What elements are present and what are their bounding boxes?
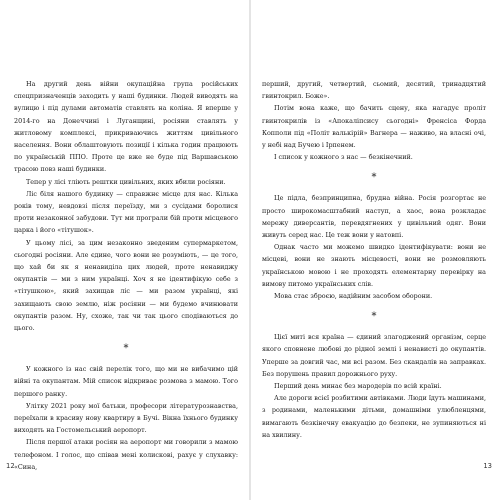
paragraph: У цьому лісі, за цим незаконно зведеним супермаркетом, сьогодні росіяни. Але єдине, чого вони не розуміють, — це того, що хай би як я ненавиділа цих людей, проте ненавиджу окупантів — ми з ним українці. Хоч я не ідентифікую себе з «тітушкою», який захищав ліс — ми разом українці, які захищають свою землю, ніж росіяни — ми будемо вчинювати окупантів разом. Ну, схоже, так чи так цього сподіваються до цього. — [14, 238, 238, 333]
right-page — [250, 0, 500, 500]
section-separator: * — [123, 343, 129, 355]
paragraph: Улітку 2021 року мої батьки, професори літературознавства, переїхали в красиву нову квартиру в Бучі. Вікна їхнього будинку виходять на Гостомельський аеропорт. — [14, 401, 238, 435]
paragraph: У кожного із нас свій перелік того, що ми не вибачимо цій війні та окупантам. Мій список відкриває розмова з мамою. Того першого ранку. — [14, 365, 238, 398]
left-page-text — [14, 78, 238, 473]
section-separator: * — [371, 172, 377, 184]
page-number: 13 — [483, 462, 492, 470]
right-page-text — [262, 78, 486, 441]
section-separator: * — [371, 311, 377, 323]
paragraph: Але дороги всієї розбитими автівками. Люди їдуть машинами, з родинами, маленькими дітьми, домашніми улюбленцями, вимагають безкінечну евакуацію до безпеки, не зупиняються ні на хвилину. — [262, 394, 486, 439]
paragraph: Однак часто ми можемо швидко ідентифікувати: вони не місцеві, вони не знають місцевості, вони не розмовляють українською мовою і не проходять елементарну перевірку на вимову питомо українських слів. — [262, 243, 486, 288]
paragraph: Після першої атаки росіян на аеропорт ми говорили з мамою телефоном. І голос, що співав мені колискові, рахує у слухавку: «Сина, — [14, 438, 238, 471]
paragraph: Цієї миті вся країна — єдиний злагоджений організм, серце якого сповнене любові до рідної землі і ненависті до окупантів. Уперше за довгий час, ми всі разом. Без скандалів на заправках. Без порушень правил дорожнього руху. — [262, 333, 486, 378]
paragraph: Потім вона каже, що бачить сцену, яка нагадує проліт гвинтокрилів із «Апокаліпсису сьогодні» Френсіса Форда Копполи під «Політ валькірій» Вагнера — наживо, на власні очі, у небі над Бучею і Ірпенем. — [262, 104, 486, 150]
paragraph: Мова стає зброєю, надійним засобом оборони. — [274, 292, 433, 301]
paragraph: Перший день минає без мародерів по всій країні. — [274, 382, 442, 391]
paragraph: Ліс біля нашого будинку — справжнє місце для нас. Кілька років тому, невдовзі після переїзду, ми з сусідами боролися проти незаконної забудови. Тут ми програли бій проти місцевого царка і його «тітушок». — [14, 189, 238, 235]
paragraph: Це підла, безпринципна, брудна війна. Росія розгортає не просто широкомасштабний наступ, а хаос, вона розкладає мережу диверсантів, перевдягнених у цивільний одяг. Вони живуть серед нас. Це теж вони у натовпі. — [262, 194, 486, 240]
paragraph: перший, другий, четвертий, сьомий, десятий, тринадцятий гвинтокрил. Боже». — [262, 80, 486, 101]
paragraph: На другий день війни окупаційна група російських спецпризначенців заходить у наші будинки. Людей виводять на вулицю і під дулами автоматів ставлять на коліна. Я вперше у 2014-го на Донеччині і Луганщині, росіяни ставлять у житловому комплексі, прикриваючись життям цивільного населення. Вони облаштовують позиції і кілька годин працюють по українській ППО. Проте це вже не буде під Варшавською трасою повз наші будинки. — [14, 80, 238, 174]
paragraph: Тепер у лісі тліють рештки цивільних, яких вбили росіяни. — [26, 177, 226, 186]
paragraph: І список у кожного з нас — безкінечний. — [274, 153, 413, 162]
page-number: 12 — [6, 462, 15, 470]
